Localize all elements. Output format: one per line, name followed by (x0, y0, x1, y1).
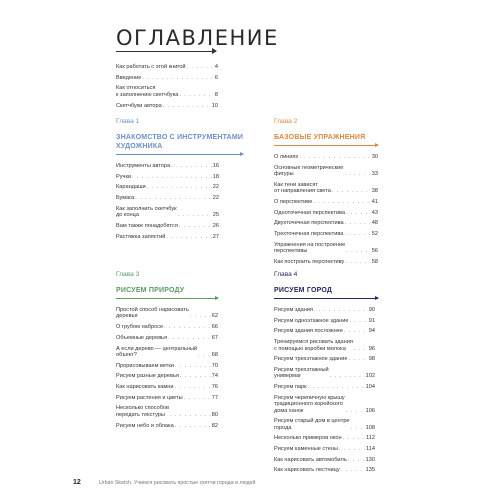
toc-entry (274, 384, 375, 390)
toc-entry (274, 210, 378, 216)
toc-entry-title: Объемные деревья (116, 334, 168, 341)
page-number: 12 (73, 479, 81, 486)
dot-leader (341, 467, 365, 473)
toc-entry-title: Рисуем небо и облака (116, 422, 174, 429)
toc-entry (116, 234, 219, 240)
toc-entry-title: Рисуем трехэтажный универмаг (274, 366, 329, 380)
toc-entry (274, 259, 378, 265)
toc-entry-title: Рисуем трехэтажное здание (274, 356, 348, 363)
toc-entry-title: Как нарисовать лестницу (274, 467, 340, 474)
dot-leader (345, 259, 370, 265)
toc-entry (116, 174, 219, 180)
toc-entry-title: Ручки (116, 173, 132, 180)
toc-entry-title: Рисуем растения и цветы (116, 394, 183, 401)
toc-entry-title: Как работать с этой книгой (116, 64, 186, 70)
toc-entry-title: Вам также понадобятся (116, 222, 178, 229)
chapter-1 (116, 118, 243, 244)
toc-entry-page: 22 (212, 184, 219, 191)
chapter-heading: БАЗОВЫЕ УПРАЖНЕНИЯ (274, 134, 366, 141)
chapter-heading: РИСУЕМ ГОРОД (274, 287, 333, 294)
toc-entry-title: Скетчбуки автора (116, 102, 162, 109)
toc-entry (274, 182, 378, 195)
dot-leader (346, 210, 371, 216)
dot-leader (187, 64, 214, 70)
toc-entry-page: 26 (212, 222, 219, 229)
toc-entry-page: 58 (371, 258, 378, 265)
toc-entry-page: 82 (211, 422, 218, 429)
toc-entry-page: 27 (212, 233, 219, 240)
dot-leader (180, 373, 211, 379)
running-footer: Urban Sketch. Учимся рисовать простые скетчи города и людей (99, 480, 256, 486)
dot-leader (179, 92, 213, 98)
toc-entry-page: 98 (368, 356, 375, 363)
toc-entry (274, 339, 375, 352)
dot-leader (166, 234, 211, 240)
chapter-heading: РИСУЕМ ПРИРОДУ (116, 287, 185, 294)
toc-entry-page: 8 (214, 91, 218, 98)
toc-entry-title: Рисуем здания посложнее (274, 328, 343, 335)
toc-entry-title: О грубом набросе (116, 324, 164, 331)
toc-entry-page: 25 (212, 212, 219, 219)
toc-entry (274, 231, 378, 237)
title-underline-arrow (116, 51, 216, 52)
toc-entry (116, 395, 218, 401)
chapter-4 (274, 271, 378, 478)
toc-entry-title: Рисуем разные деревья (116, 373, 179, 380)
toc-intro (116, 64, 218, 113)
toc-entry-title: Рисуем каменные стены (274, 446, 338, 453)
toc-entry-page: 96 (368, 345, 375, 352)
dot-leader (179, 223, 212, 229)
toc-entry-page: 10 (211, 102, 218, 109)
toc-entry-page: 33 (371, 171, 378, 178)
toc-entry (116, 206, 219, 219)
dot-leader (171, 163, 212, 169)
toc-entry-page: 76 (211, 384, 218, 391)
toc-entry-title: Основные геометрические фигуры (274, 164, 344, 178)
toc-entry-page: 91 (368, 317, 375, 324)
toc-entry (274, 165, 378, 178)
dot-leader (339, 446, 365, 452)
toc-entry-page: 68 (211, 351, 218, 358)
toc-entry-page: 22 (212, 195, 219, 202)
chapter-underline-arrow (116, 154, 243, 155)
chapter-underline-arrow (116, 298, 218, 299)
toc-entry (116, 223, 219, 229)
toc-entry (116, 103, 218, 109)
toc-entry (274, 307, 375, 313)
dot-leader (330, 373, 365, 379)
toc-entry-title: Трехточечная перспектива (274, 231, 344, 238)
toc-entry-title: Рисуем старый дом в центре города (274, 418, 350, 431)
toc-entry (116, 184, 219, 190)
dot-leader (344, 231, 370, 237)
toc-entry (116, 423, 218, 429)
dot-leader (308, 384, 365, 390)
toc-entry (274, 435, 375, 441)
toc-entry-page: 38 (371, 188, 378, 195)
toc-entry (274, 220, 378, 226)
toc-entry-title: Бумага (116, 195, 135, 202)
toc-entry (274, 395, 375, 414)
toc-entry-page: 90 (368, 307, 375, 313)
toc-entry-page: 56 (371, 248, 378, 255)
toc-entry-title: Прорисовываем ветки (116, 362, 174, 369)
toc-entry-page: 112 (366, 435, 375, 442)
dot-leader (314, 307, 368, 313)
toc-entry-title: Одноточечная перспектива (274, 209, 345, 216)
toc-entry (116, 335, 218, 341)
toc-entry-title: Тренируемся рисовать здания с помощью коробки молока (274, 339, 353, 352)
dot-leader (178, 212, 212, 218)
toc-entry (274, 356, 375, 362)
toc-entry (116, 324, 218, 330)
toc-entry-title: Растяжка запястий (116, 233, 166, 240)
toc-entry (116, 64, 218, 70)
dot-leader (348, 356, 367, 362)
toc-entry-title: Рисуем здания (274, 307, 313, 313)
dot-leader (174, 384, 210, 390)
toc-entry (274, 318, 375, 324)
toc-entry-page: 77 (211, 394, 218, 401)
toc-entry-title: Двухточечная перспектива (274, 220, 344, 227)
toc-entry (274, 242, 378, 255)
toc-entry-title: О линиях (274, 154, 299, 160)
dot-leader (135, 195, 211, 201)
toc-entry (274, 467, 375, 473)
chapter-heading: ЗНАКОМСТВО С ИНСТРУМЕНТАМИ ХУДОЖНИКА (116, 134, 244, 150)
toc-entry (274, 199, 378, 205)
toc-entry (274, 457, 375, 463)
dot-leader (349, 318, 367, 324)
toc-entry-page: 4 (214, 64, 218, 70)
chapter-label: Глава 1 (116, 118, 140, 125)
toc-entry-title: Несколько способов передать текстуры (116, 405, 169, 418)
toc-entry-title: Рисуем одноэтажное здание (274, 317, 349, 324)
dot-leader (175, 363, 211, 369)
toc-entry-page: 52 (371, 231, 378, 238)
toc-entry (274, 418, 375, 431)
toc-entry-title: Простой способ нарисовать деревья (116, 307, 189, 320)
toc-entry (116, 85, 218, 98)
dot-leader (332, 188, 371, 194)
dot-leader (354, 346, 368, 352)
toc-entry-title: Как тени зависят от направления света (274, 181, 331, 195)
toc-entry-title: Инструменты автора (116, 163, 171, 169)
toc-entry-page: 108 (365, 424, 375, 431)
dot-leader (299, 154, 370, 160)
toc-entry-page: 74 (211, 373, 218, 380)
dot-leader (345, 220, 371, 226)
dot-leader (147, 184, 212, 190)
dot-leader (348, 457, 365, 463)
toc-entry-page: 94 (368, 328, 375, 335)
dot-leader (163, 103, 211, 109)
toc-entry-title: Рисуем черепичную крышу традиционного корейского дома ханок (274, 394, 345, 414)
page-title: ОГЛАВЛЕНИЕ (116, 26, 279, 50)
toc-entry (116, 384, 218, 390)
toc-entry-title: Как заполнить скетчбук до конца (116, 205, 177, 219)
toc-entry (116, 75, 218, 81)
toc-entry (274, 446, 375, 452)
dot-leader (170, 412, 211, 418)
toc-entry-title: О перспективе (274, 198, 313, 205)
toc-entry-title: Как нарисовать автомобиль (274, 456, 347, 463)
chapter-underline-arrow (274, 145, 378, 146)
dot-leader (168, 335, 211, 341)
toc-entry-page: 6 (214, 74, 218, 81)
toc-entry-title: Упражнения на построение перспективы (274, 241, 346, 255)
dot-leader (142, 75, 214, 81)
toc-entry-page: 43 (371, 209, 378, 216)
chapter-2 (274, 118, 378, 270)
toc-entry-page: 62 (211, 313, 218, 320)
toc-entry-page: 130 (365, 456, 375, 463)
toc-entry (116, 346, 218, 359)
toc-entry-title: Введение (116, 74, 142, 81)
toc-entry (116, 373, 218, 379)
toc-entry-page: 18 (212, 173, 219, 180)
dot-leader (344, 328, 368, 334)
dot-leader (132, 174, 212, 180)
toc-entry-page: 67 (211, 334, 218, 341)
chapter-label: Глава 3 (116, 271, 140, 278)
dot-leader (313, 199, 370, 205)
toc-entry-page: 48 (371, 220, 378, 227)
toc-entry-page: 30 (371, 154, 378, 160)
toc-entry-page: 106 (365, 407, 375, 414)
toc-entry (116, 195, 219, 201)
chapter-label: Глава 2 (274, 118, 298, 125)
toc-entry-page: 66 (211, 324, 218, 331)
toc-entry-page: 114 (366, 446, 375, 453)
toc-entry (274, 367, 375, 380)
toc-entry-title: Рисуем парк (274, 384, 307, 391)
dot-leader (346, 248, 371, 254)
toc-entry (274, 154, 378, 160)
toc-entry-title: Как построить перспективу (274, 258, 345, 265)
chapter-underline-arrow (274, 298, 378, 299)
toc-entry-title: Несколько примеров окон (274, 435, 342, 442)
chapter-label: Глава 4 (274, 271, 298, 278)
toc-entry (116, 405, 218, 418)
toc-entry-title: Как нарисовать камни (116, 384, 174, 391)
toc-entry-page: 41 (371, 198, 378, 205)
toc-entry-page: 135 (365, 467, 375, 474)
toc-entry (116, 163, 219, 169)
dot-leader (198, 352, 211, 358)
dot-leader (343, 435, 365, 441)
toc-entry-title: А если дерево — центральный объект? (116, 345, 197, 358)
toc-entry-page: 102 (365, 373, 375, 380)
toc-entry-page: 16 (212, 163, 219, 169)
dot-leader (351, 425, 365, 431)
dot-leader (344, 171, 370, 177)
toc-entry (274, 328, 375, 334)
toc-entry-page: 70 (211, 362, 218, 369)
dot-leader (190, 313, 211, 319)
toc-entry-title: Как относиться к заполнению скетчбука (116, 85, 179, 98)
toc-entry-page: 80 (211, 411, 218, 418)
chapter-3 (116, 271, 218, 433)
dot-leader (175, 423, 211, 429)
toc-entry-title: Карандаши (116, 184, 146, 191)
dot-leader (164, 324, 211, 330)
toc-entry (116, 363, 218, 369)
dot-leader (184, 395, 211, 401)
dot-leader (346, 408, 365, 414)
toc-entry (116, 307, 218, 320)
toc-entry-page: 104 (365, 384, 375, 391)
